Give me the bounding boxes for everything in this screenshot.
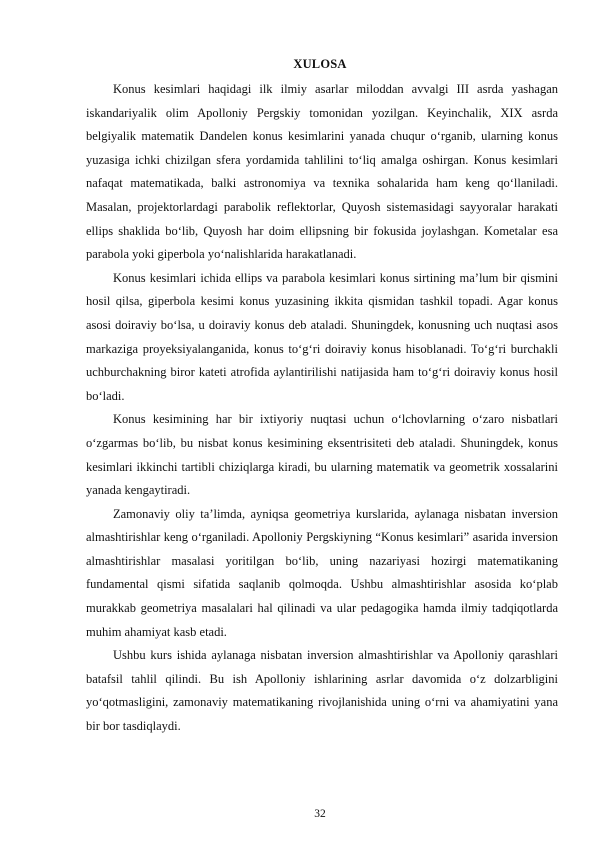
- section-title: XULOSA: [293, 57, 347, 71]
- body-text: [86, 78, 558, 739]
- paragraph-5: Ushbu kurs ishida aylanaga nisbatan inversion almashtirishlar va Apolloniy qarashlari batafsil tahlil qilindi. Bu ish Apolloniy ishlarining asrlar davomida o‘z dolzarbligini yo‘qotmasligini, zamonaviy matematikaning rivojlanishida uning o‘rni va ahamiyatini yana bir bor tasdiqlaydi.: [86, 648, 558, 734]
- page-number: 32: [314, 808, 326, 820]
- paragraph-3: Konus kesimining har bir ixtiyoriy nuqtasi uchun o‘lchovlarning o‘zaro nisbatlari o‘zgarmas bo‘lib, bu nisbat konus kesimining eksentrisiteti deb ataladi. Shuningdek, konus kesimlari ikkinchi tartibli chiziqlarga kiradi, bu ularning matematik va geometrik xossalarini yanada kengaytiradi.: [86, 412, 558, 498]
- paragraph-1: Konus kesimlari haqidagi ilk ilmiy asarlar miloddan avvalgi III asrda yashagan iskandariyalik olim Apolloniy Pergskiy tomonidan yozilgan. Keyinchalik, XIX asrda belgiyalik matematik Dandelen konus kesimlarini yanada chuqur o‘rganib, ularning konus yuzasiga ichki chizilgan sfera yordamida tahlilini to‘liq amalga oshirgan. Konus kesimlari nafaqat matematikada, balki astronomiya va texnika sohalarida ham keng qo‘llaniladi. Masalan, projektorlardagi parabolik reflektorlar, Quyosh sistemasidagi sayyoralar harakati ellips shaklida bo‘lib, Quyosh har doim ellipsning bir fokusida joylashgan. Kometalar esa parabola yoki giperbola yo‘nalishlarida harakatlanadi.: [86, 82, 558, 262]
- paragraph-2: Konus kesimlari ichida ellips va parabola kesimlari konus sirtining ma’lum bir qismini hosil qilsa, giperbola kesimi konus yuzasining ikkita qismidan tashkil topadi. Agar konus asosi doiraviy bo‘lsa, u doiraviy konus deb ataladi. Shuningdek, konusning uch nuqtasi asos markaziga proyeksiyalanganida, konus to‘g‘ri doiraviy konus hisoblanadi. To‘g‘ri burchakli uchburchakning biror kateti atrofida aylantirilishi natijasida ham to‘g‘ri doiraviy konus hosil bo‘ladi.: [86, 270, 558, 403]
- paragraph-4: Zamonaviy oliy ta’limda, ayniqsa geometriya kurslarida, aylanaga nisbatan inversion almashtirishlar keng o‘rganiladi. Apolloniy Pergskiyning “Konus kesimlari” asarida inversion almashtirishlar masalasi yoritilgan bo‘lib, uning nazariyasi hozirgi matematikaning fundamental qismi sifatida saqlanib qolmoqda. Ushbu almashtirishlar asosida ko‘plab murakkab geometriya masalalari hal qilinadi va ular pedagogika hamda ilmiy tadqiqotlarda muhim ahamiyat kasb etadi.: [86, 506, 558, 639]
